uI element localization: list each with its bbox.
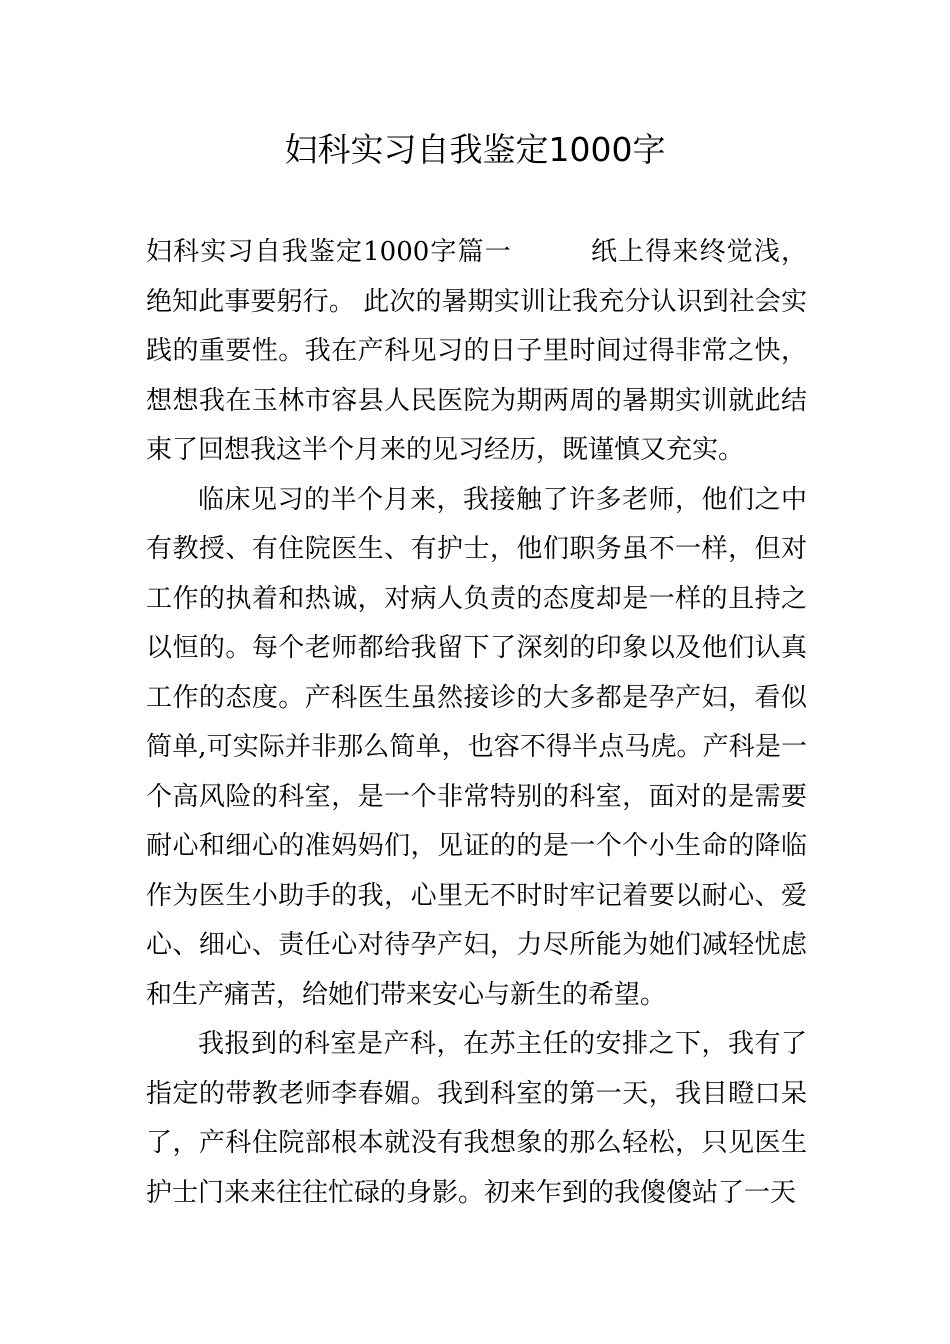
paragraph-text: 纸上得来终觉浅，绝知此事要躬行。 此次的暑期实训让我充分认识到社会实践的重要性。我在产科见习的日子里时间过得非常之快，想想我在玉林市容县人民医院为期两周的暑期实训就此结束了回想我这半个月来的见习经历，既谨慎又充实。 xyxy=(146,237,807,465)
paragraph: 临床见习的半个月来，我接触了许多老师，他们之中有教授、有住院医生、有护士，他们职务虽不一样，但对工作的执着和热诚，对病人负责的态度却是一样的且持之以恒的。每个老师都给我留下了深刻的印象以及他们认真工作的态度。产科医生虽然接诊的大多都是孕产妇，看似简单,可实际并非那么简单，也容不得半点马虎。产科是一个高风险的科室，是一个非常特别的科室，面对的是需要耐心和细心的准妈妈们，见证的的是一个个小生命的降临作为医生小助手的我，心里无不时时牢记着要以耐心、爱心、细心、责任心对待孕产妇，力尽所能为她们减轻忧虑和生产痛苦，给她们带来安心与新生的希望。 xyxy=(146,484,807,1010)
document-title: 妇科实习自我鉴定1000字 xyxy=(284,130,666,169)
paragraph: 我报到的科室是产科，在苏主任的安排之下，我有了指定的带教老师李春媚。我到科室的第一天，我目瞪口呆了，产科住院部根本就没有我想象的那么轻松，只见医生护士门来来往往忙碌的身影。初来乍到的我傻傻站了一天 xyxy=(146,1029,807,1208)
document-body xyxy=(146,228,807,1218)
paragraph-intro xyxy=(146,228,807,476)
intro-heading: 妇科实习自我鉴定1000字篇一 xyxy=(146,237,512,267)
